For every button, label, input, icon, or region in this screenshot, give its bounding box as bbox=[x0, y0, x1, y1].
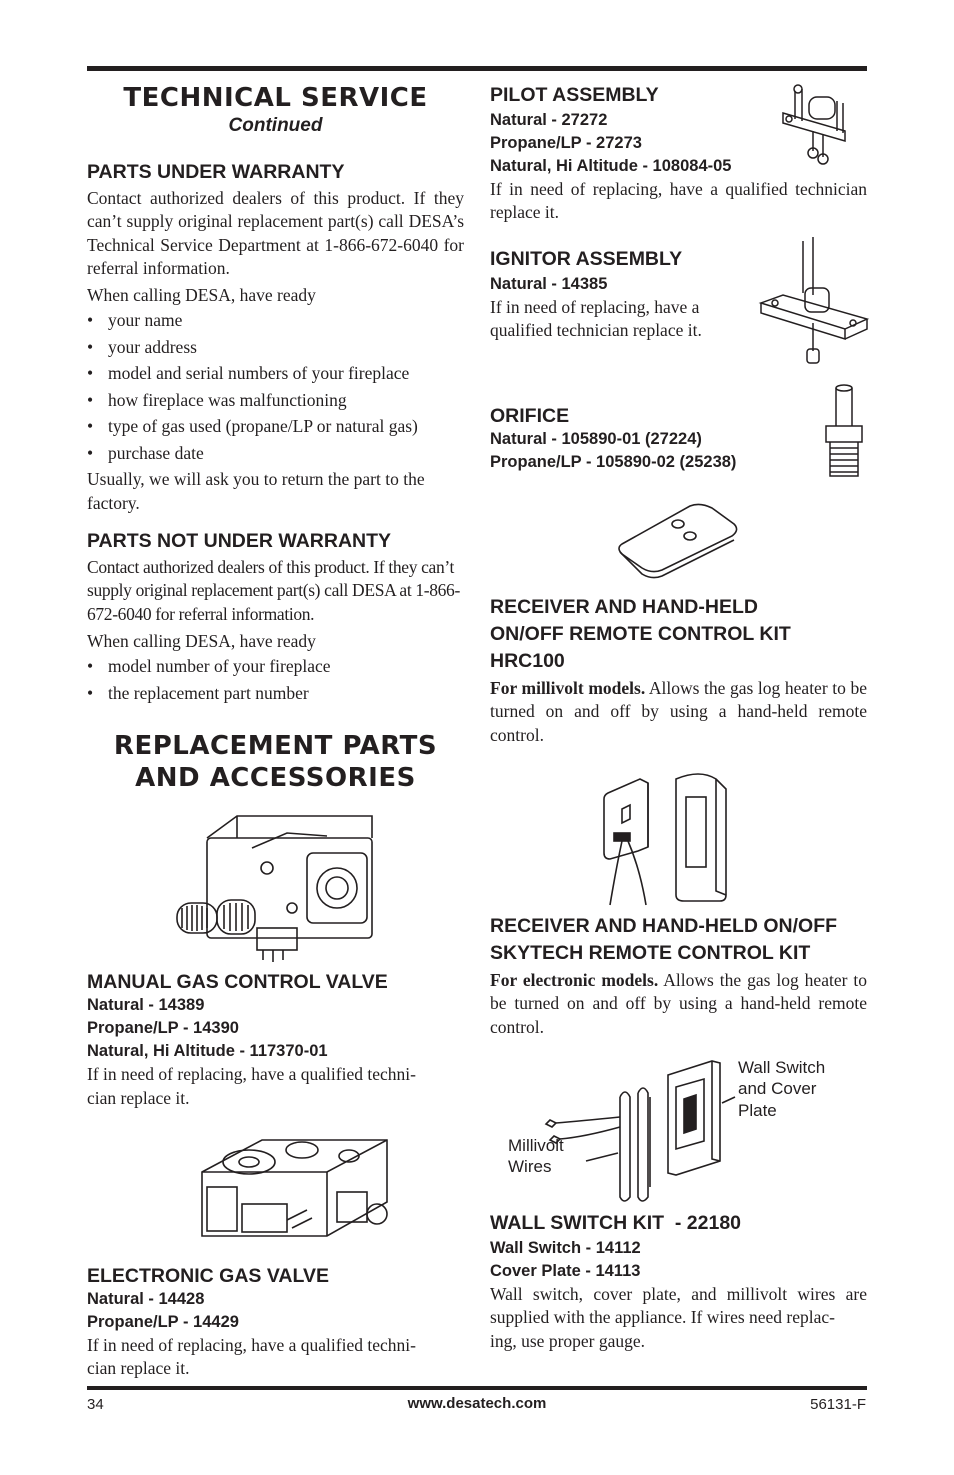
wall-switch-label-line: and Cover bbox=[738, 1079, 817, 1099]
wall-switch-label bbox=[738, 1057, 825, 1122]
parts-not-under-warranty-intro: Contact authorized dealers of this product. If they can’t supply original replacement part(s) call DESA at 1-866-672-6040 for referral information. bbox=[87, 557, 460, 624]
skytech-heading-line2: SKYTECH REMOTE CONTROL KIT bbox=[490, 942, 811, 965]
ignitor-assembly-heading: IGNITOR ASSEMBLY bbox=[490, 247, 683, 270]
parts-under-warranty-heading: PARTS UNDER WARRANTY bbox=[87, 161, 345, 183]
bottom-rule bbox=[87, 1386, 867, 1390]
hrc100-body: Allows the gas log heater to be turned on and off by using a hand-held remote control. bbox=[490, 678, 867, 745]
footer-url: www.desatech.com bbox=[407, 1395, 547, 1412]
technical-service-subtitle: Continued bbox=[228, 115, 323, 136]
part-number: Natural - 14385 bbox=[490, 274, 608, 293]
list-item: • your address bbox=[87, 334, 464, 361]
pilot-assembly-heading: PILOT ASSEMBLY bbox=[490, 84, 659, 106]
wall-switch-label-line: Plate bbox=[738, 1100, 777, 1120]
orifice-section bbox=[490, 404, 867, 474]
skytech-receiver-illustration bbox=[490, 769, 867, 909]
list-item: • how fireplace was malfunctioning bbox=[87, 387, 464, 414]
left-column bbox=[87, 80, 464, 1380]
electronic-gas-valve-section bbox=[87, 1264, 464, 1381]
skytech-text bbox=[490, 969, 867, 1039]
list-item: • purchase date bbox=[87, 440, 464, 467]
electronic-gas-valve-heading: ELECTRONIC GAS VALVE bbox=[87, 1264, 329, 1287]
pilot-assembly-section bbox=[490, 83, 867, 225]
replacement-parts-title-line2: AND ACCESSORIES bbox=[135, 763, 416, 794]
part-number: Propane/LP - 105890-02 (25238) bbox=[490, 453, 737, 472]
pilot-assembly-text: If in need of replacing, have a qualified technician replace it. bbox=[490, 179, 867, 223]
part-number: Propane/LP - 14390 bbox=[87, 1019, 239, 1038]
wall-switch-illustration bbox=[490, 1057, 867, 1207]
hrc100-lead: For millivolt models. bbox=[490, 678, 646, 699]
top-rule bbox=[87, 66, 867, 71]
technical-service-header bbox=[87, 82, 464, 138]
list-item: • model and serial numbers of your fireplace bbox=[87, 360, 464, 387]
part-number: Wall Switch - 14112 bbox=[490, 1238, 641, 1257]
list-item: • model number of your fireplace bbox=[87, 653, 464, 680]
hrc100-section bbox=[490, 594, 867, 747]
hrc100-heading-line2: ON/OFF REMOTE CONTROL KIT bbox=[490, 623, 791, 646]
part-number: Natural - 14428 bbox=[87, 1289, 205, 1308]
part-number: Propane/LP - 27273 bbox=[490, 134, 642, 152]
parts-not-under-warranty-heading: PARTS NOT UNDER WARRANTY bbox=[87, 530, 392, 553]
part-number: Natural - 105890-01 (27224) bbox=[490, 430, 702, 449]
manual-gas-valve-heading: MANUAL GAS CONTROL VALVE bbox=[87, 971, 388, 994]
skytech-section bbox=[490, 913, 867, 1039]
wall-switch-kit-text: Wall switch, cover plate, and millivolt wires are supplied with the appliance. If wires need replac- ing, use proper gauge. bbox=[490, 1283, 867, 1351]
part-number: Natural, Hi Altitude - 117370-01 bbox=[87, 1042, 328, 1061]
skytech-lead: For electronic models. bbox=[490, 970, 659, 991]
part-number: Cover Plate - 14113 bbox=[490, 1261, 641, 1280]
orifice-heading: ORIFICE bbox=[490, 405, 570, 428]
skytech-body: Allows the gas log heater to be turned on and off by using a hand-held remote control. bbox=[490, 970, 867, 1037]
wall-switch-label-line: Wall Switch bbox=[738, 1057, 826, 1077]
parts-not-under-warranty-list bbox=[87, 653, 464, 706]
parts-under-warranty-closing: Usually, we will ask you to return the part to the factory. bbox=[87, 469, 425, 513]
list-item: • the replacement part number bbox=[87, 680, 464, 707]
electronic-gas-valve-text: If in need of replacing, have a qualified techni- cian replace it. bbox=[87, 1334, 416, 1379]
hrc100-heading-line3: HRC100 bbox=[490, 650, 565, 673]
list-item: • type of gas used (propane/LP or natural gas) bbox=[87, 413, 464, 440]
hrc100-heading-line1: RECEIVER AND HAND-HELD bbox=[490, 596, 758, 619]
replacement-parts-header bbox=[87, 730, 464, 794]
wall-switch-kit-section bbox=[490, 1211, 867, 1353]
ignitor-assembly-text: If in need of replacing, have a qualified technician replace it. bbox=[490, 296, 702, 340]
orifice-illustration bbox=[820, 382, 868, 482]
parts-under-warranty-intro: Contact authorized dealers of this product. If they can’t supply original replacement part(s) call DESA’s Technical Service Department at 1-866-672-6040 for referral information. bbox=[87, 188, 464, 278]
part-number: Propane/LP - 14429 bbox=[87, 1312, 239, 1331]
part-number: Natural - 14389 bbox=[87, 996, 205, 1015]
manual-gas-valve-section bbox=[87, 970, 464, 1110]
ignitor-assembly-section bbox=[490, 247, 867, 343]
parts-not-under-warranty-when-calling: When calling DESA, have ready bbox=[87, 630, 316, 651]
parts-under-warranty-section bbox=[87, 160, 464, 515]
parts-under-warranty-list bbox=[87, 307, 464, 466]
right-column bbox=[490, 83, 867, 1353]
technical-service-title: TECHNICAL SERVICE bbox=[123, 83, 428, 113]
hrc100-remote-illustration bbox=[490, 496, 867, 574]
replacement-parts-title-line1: REPLACEMENT PARTS bbox=[113, 731, 438, 762]
skytech-heading-line1: RECEIVER AND HAND-HELD ON/OFF bbox=[490, 915, 838, 938]
hrc100-text bbox=[490, 677, 867, 747]
wall-switch-kit-heading: WALL SWITCH KIT - 22180 bbox=[490, 1211, 742, 1234]
millivolt-wires-label-line: Millivolt bbox=[508, 1135, 564, 1155]
page-number: 34 bbox=[87, 1396, 104, 1413]
parts-under-warranty-when-calling: When calling DESA, have ready bbox=[87, 285, 316, 306]
ignitor-assembly-illustration bbox=[755, 233, 870, 373]
manual-gas-valve-illustration bbox=[87, 808, 464, 968]
pilot-assembly-illustration bbox=[775, 83, 865, 165]
document-number: 56131-F bbox=[810, 1396, 866, 1413]
manual-gas-valve-text: If in need of replacing, have a qualified techni- cian replace it. bbox=[87, 1064, 416, 1108]
part-number: Natural - 27272 bbox=[490, 111, 608, 129]
parts-not-under-warranty-section bbox=[87, 529, 464, 706]
part-number: Natural, Hi Altitude - 108084-05 bbox=[490, 157, 732, 175]
millivolt-wires-label-line: Wires bbox=[508, 1157, 552, 1177]
list-item: • your name bbox=[87, 307, 464, 334]
electronic-gas-valve-illustration bbox=[87, 1132, 464, 1260]
millivolt-wires-label bbox=[508, 1135, 564, 1178]
